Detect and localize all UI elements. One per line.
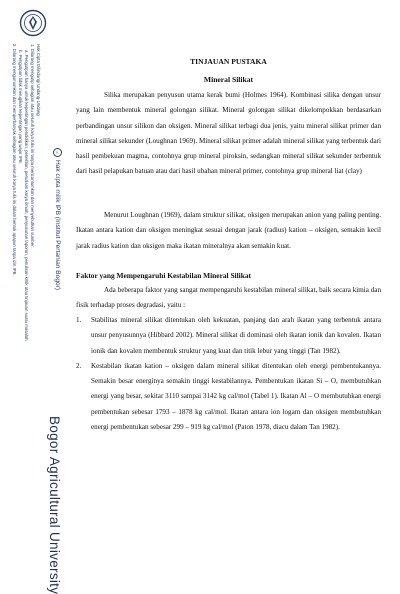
- ipb-logo-icon: [19, 9, 47, 37]
- copyright-title: Hak Cipta Dilindungi Undang-Undang: [36, 44, 41, 116]
- list-item-text: Kestabilan ikatan kation – oksigen dalam mineral silikat ditentukan oleh energi pembentukannya. Semakin besar energinya semakin tinggi kestabilannya. Pembentukan ikatan Si – O, membutuhkan energi yang besar, sekitar 3110 sampai 3142 kg cal/mol (Tabel 1). Ikatan Al – O membutuhkan energi pembentukan sebesar 1793 – 1878 kg cal/mol. Ikatan antara ion logam dan oksigen membutuhkan energi pembentukan sebesar 299 – 919 kg cal/mol (Paton 1978, diacu dalam Tan 1982).: [91, 361, 381, 432]
- copyright-rule-1b: b. Pengutipan tidak merugikan kepentingan yang wajar IPB.: [18, 50, 23, 164]
- list-item-number: 1.: [76, 316, 82, 324]
- copyright-icon: c: [53, 148, 62, 157]
- factor-list: [76, 313, 381, 435]
- list-item-number: 2.: [76, 361, 82, 370]
- copyright-notice: [11, 44, 41, 342]
- paragraph-3: Ada beberapa faktor yang sangat mempengaruhi kestabilan mineral silikat, baik secara kimia dan fisik terhadap proses degradasi, yaitu :: [76, 286, 381, 310]
- copyright-rule-1: 1. Dilarang mengutip sebagian atau seluruh karya tulis ini tanpa mencantumkan dan menyebutkan sumber:: [30, 44, 35, 248]
- list-item: [76, 359, 381, 435]
- copyright-sidebar: [0, 0, 68, 594]
- subheading: Mineral Silikat: [203, 75, 254, 84]
- paragraph-2: Menurut Loughnan (1969), dalam struktur silikat, oksigen merupakan anion yang paling penting. Ikatan antara kation dan oksigen meningkat sesuai dengan jarak (radius) kation – oksigen, semakin kecil jarak radius kation dan oksigen maka ikatan mineralnya akan semakin kuat.: [76, 211, 381, 250]
- ownership-text: Hak cipta milik IPB (Institut Pertanian Bogor): [53, 160, 61, 291]
- copyright-rule-2: 2. Dilarang mengumumkan dan memperbanyak sebagian atau seluruh karya tulis ini dalam bentuk apapun tanpa izin IPB.: [12, 44, 17, 276]
- paragraph-1: Silika merupakan penyusun utama kerak bumi (Holmes 1964). Kombinasi silika dengan unsur yang lain membentuk mineral golongan silikat. Mineral golongan silikat dikelompokkan berdasarkan perbandingan unsur silikon dan oksigen. Mineral silikat terbagi dua jenis, yaitu mineral silikat primer dan mineral silikat sekunder (Loughnan 1969). Mineral silikat primer adalah mineral silikat yang terbentuk dari hasil pembekuan magma, contohnya grup mineral piroksin, sedangkan mineral silikat sekunder terbentuk dari hasil pelapukan batuan atau dari hasil ubahan mineral primer, contohnya grup mineral liat (clay): [76, 91, 381, 176]
- list-item-text: Stabilitas mineral silikat ditentukan oleh kekuatan, panjang dan arah ikatan yang terbentuk antara unsur penyusunnya (Hibbard 2002). Mineral silikat di dominasi oleh ikatan ionik dan kovalen. Ikatan ionik dan kovalen membentuk struktur yang kuat dan titik lebur yang tinggi (Tan 1982).: [91, 316, 381, 355]
- section-heading: Faktor yang Mempengaruhi Kestabilan Mineral Silikat: [76, 271, 251, 280]
- chapter-heading: TINJAUAN PUSTAKA: [190, 57, 267, 66]
- ownership-notice: [53, 148, 62, 290]
- copyright-rule-1a: a. Pengutipan hanya untuk kepentingan pendidikan, penelitian, penulisan karya ilmiah, penyusunan laporan, penulisan kritik atau tinjauan suatu masalah.: [24, 50, 29, 342]
- list-item: [76, 313, 381, 359]
- university-watermark: Bogor Agricultural University: [47, 416, 62, 594]
